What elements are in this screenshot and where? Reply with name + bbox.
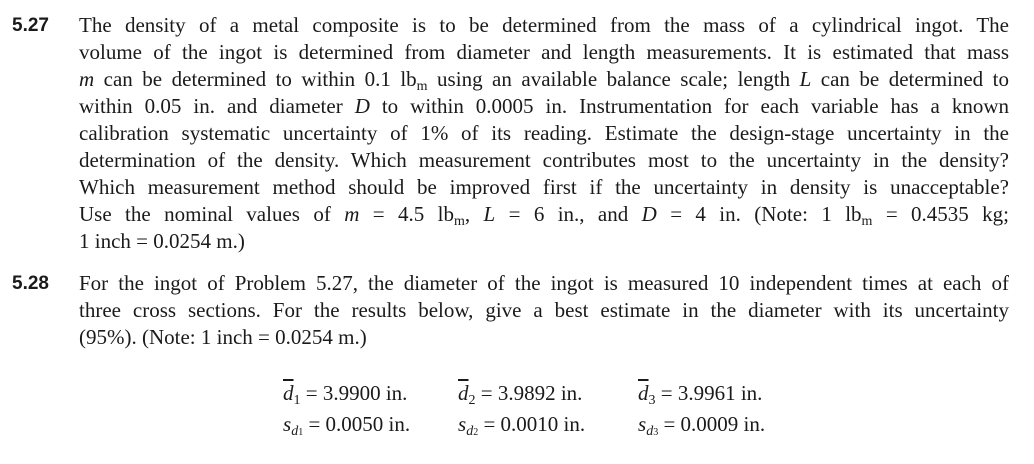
symbol-m: m [344, 202, 360, 226]
subscript-index: 1 [298, 427, 304, 438]
mean-d1 [283, 378, 458, 409]
stdev-d1 [283, 409, 458, 440]
mean-d2 [458, 378, 638, 409]
stdev-value: = 0.0009 in. [658, 412, 766, 436]
stdev-symbol: s [458, 412, 467, 436]
text-fragment: = 0.4535 kg; [872, 202, 1010, 226]
symbol-L: L [799, 67, 812, 91]
mean-symbol: $\overline{d}$ [638, 381, 649, 405]
subscript [646, 424, 658, 439]
text-line [79, 93, 1009, 120]
stdev-d2 [458, 409, 638, 440]
symbol-m: m [79, 67, 95, 91]
problem-text [79, 12, 1009, 255]
stdev-value: = 0.0050 in. [303, 412, 411, 436]
symbol-D: D [354, 94, 370, 118]
subscript [291, 424, 303, 439]
text-line: 1 inch = 0.0254 m.) [79, 229, 245, 253]
symbol-D: D [641, 202, 657, 226]
mean-row [283, 378, 765, 409]
text-fragment: using an available balance scale; length [427, 67, 800, 91]
problem-text [79, 270, 1009, 351]
subscript-symbol: d [646, 424, 654, 439]
problem-number: 5.27 [12, 15, 49, 36]
text-line [79, 66, 1009, 93]
mean-d3 [638, 378, 762, 409]
text-line: three cross sections. For the results below, give a best estimate in the diameter with its uncertainty [79, 298, 1009, 322]
mean-value: = 3.9900 in. [300, 381, 408, 405]
text-line: The density of a metal composite is to be determined from the mass of a cylindrical ingot. The [79, 13, 1009, 37]
stdev-symbol: s [638, 412, 647, 436]
text-line: (95%). (Note: 1 inch = 0.0254 m.) [79, 325, 367, 349]
mean-symbol: $\overline{d}$ [458, 381, 469, 405]
text-line [79, 201, 1009, 228]
unit-subscript: m [861, 214, 873, 229]
text-line: volume of the ingot is determined from diameter and length measurements. It is estimated that mass [79, 40, 1009, 64]
subscript-index: 3 [653, 427, 659, 438]
subscript [466, 424, 478, 439]
text-fragment: can be determined to within 0.1 lb [94, 67, 417, 91]
text-fragment: = 6 in., and [495, 202, 642, 226]
text-line: Which measurement method should be improved first if the uncertainty in density is unacceptable? [79, 175, 1009, 199]
text-line: For the ingot of Problem 5.27, the diameter of the ingot is measured 10 independent times at each of [79, 271, 1009, 295]
subscript-symbol: d [466, 424, 474, 439]
unit-subscript: m [453, 214, 465, 229]
text-line: determination of the density. Which measurement contributes most to the uncertainty in the density? [79, 148, 1009, 172]
subscript-index: 2 [473, 427, 479, 438]
stdev-value: = 0.0010 in. [478, 412, 586, 436]
subscript-symbol: d [291, 424, 299, 439]
subscript: 2 [468, 393, 476, 408]
text-fragment: within 0.05 in. and diameter [79, 94, 355, 118]
measurement-results [283, 378, 765, 440]
text-fragment: Use the nominal values of [79, 202, 345, 226]
text-line: calibration systematic uncertainty of 1% of its reading. Estimate the design-stage uncertainty in the [79, 121, 1009, 145]
stdev-symbol: s [283, 412, 292, 436]
subscript: 3 [648, 393, 656, 408]
problem-number: 5.28 [12, 273, 49, 294]
stdev-d3 [638, 409, 765, 440]
unit-subscript: m [416, 79, 428, 94]
text-fragment: = 4.5 lb [359, 202, 454, 226]
subscript: 1 [293, 393, 301, 408]
text-fragment: can be determined to [811, 67, 1010, 91]
stdev-row [283, 409, 765, 440]
text-fragment: = 4 in. (Note: 1 lb [656, 202, 862, 226]
text-fragment: , [464, 202, 484, 226]
text-fragment: to within 0.0005 in. Instrumentation for each variable has a known [369, 94, 1009, 118]
mean-value: = 3.9892 in. [475, 381, 583, 405]
mean-symbol: $\overline{d}$ [283, 381, 294, 405]
mean-value: = 3.9961 in. [655, 381, 763, 405]
symbol-L: L [483, 202, 496, 226]
